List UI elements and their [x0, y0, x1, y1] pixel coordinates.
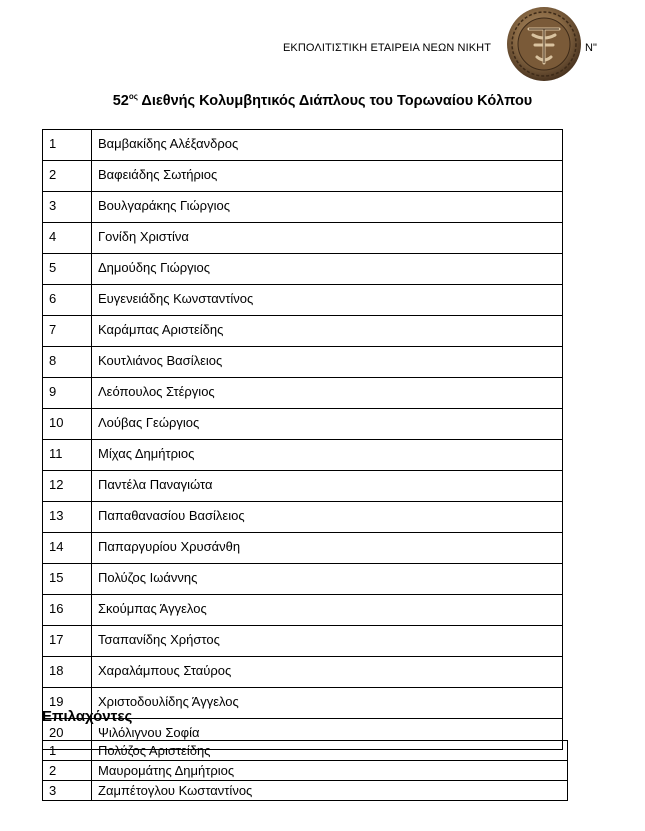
row-number: 19 [43, 688, 92, 719]
row-number: 3 [43, 192, 92, 223]
table-row [43, 378, 563, 409]
person-name: Τσαπανίδης Χρήστος [92, 626, 563, 657]
table-row [43, 657, 563, 688]
row-number: 9 [43, 378, 92, 409]
person-name: Πολύζος Ιωάννης [92, 564, 563, 595]
person-name: Κουτλιάνος Βασίλειος [92, 347, 563, 378]
alternates-heading: Επιλαχόντες [42, 708, 133, 725]
person-name: Ευγενειάδης Κωνσταντίνος [92, 285, 563, 316]
row-number: 4 [43, 223, 92, 254]
participants-table [42, 129, 563, 750]
person-name: Γονίδη Χριστίνα [92, 223, 563, 254]
table-row [43, 741, 568, 761]
person-name: Παπαργυρίου Χρυσάνθη [92, 533, 563, 564]
table-row [43, 533, 563, 564]
row-number: 15 [43, 564, 92, 595]
row-number: 16 [43, 595, 92, 626]
table-row [43, 223, 563, 254]
row-number: 2 [43, 161, 92, 192]
person-name: Σκούμπας Άγγελος [92, 595, 563, 626]
row-number: 20 [43, 719, 92, 750]
table-row [43, 564, 563, 595]
person-name: Λούβας Γεώργιος [92, 409, 563, 440]
person-name: Βουλγαράκης Γιώργιος [92, 192, 563, 223]
row-number: 13 [43, 502, 92, 533]
table-row [43, 347, 563, 378]
row-number: 3 [43, 781, 92, 801]
person-name: Λεόπουλος Στέργιος [92, 378, 563, 409]
row-number: 5 [43, 254, 92, 285]
row-number: 6 [43, 285, 92, 316]
table-row [43, 130, 563, 161]
table-row [43, 781, 568, 801]
table-row [43, 254, 563, 285]
person-name: Μίχας Δημήτριος [92, 440, 563, 471]
person-name: Χαραλάμπους Σταύρος [92, 657, 563, 688]
table-row [43, 285, 563, 316]
table-row [43, 626, 563, 657]
row-number: 18 [43, 657, 92, 688]
title-text: Διεθνής Κολυμβητικός Διάπλους του Τορωναίου Κόλπου [137, 93, 533, 109]
person-name: Βαφειάδης Σωτήριος [92, 161, 563, 192]
table-row [43, 761, 568, 781]
alternates-table [42, 740, 568, 801]
person-name: Παντέλα Παναγιώτα [92, 471, 563, 502]
person-name: Χριστοδουλίδης Άγγελος [92, 688, 563, 719]
table-row [43, 409, 563, 440]
person-name: Πολύζος Αριστείδης [92, 741, 568, 761]
row-number: 2 [43, 761, 92, 781]
person-name: Βαμβακίδης Αλέξανδρος [92, 130, 563, 161]
coin-seal-icon [505, 5, 583, 83]
person-name: Ζαμπέτογλου Κωσταντίνος [92, 781, 568, 801]
row-number: 10 [43, 409, 92, 440]
person-name: Καράμπας Αριστείδης [92, 316, 563, 347]
table-row [43, 440, 563, 471]
row-number: 7 [43, 316, 92, 347]
row-number: 12 [43, 471, 92, 502]
row-number: 11 [43, 440, 92, 471]
row-number: 14 [43, 533, 92, 564]
table-row [43, 595, 563, 626]
row-number: 1 [43, 741, 92, 761]
table-row [43, 192, 563, 223]
organization-header [283, 42, 598, 54]
table-row [43, 471, 563, 502]
row-number: 17 [43, 626, 92, 657]
person-name: Μαυρομάτης Δημήτριος [92, 761, 568, 781]
person-name: Ψιλόλιγνου Σοφία [92, 719, 563, 750]
person-name: Παπαθανασίου Βασίλειος [92, 502, 563, 533]
row-number: 8 [43, 347, 92, 378]
title-number: 52 [112, 93, 129, 109]
table-row [43, 316, 563, 347]
table-row [43, 502, 563, 533]
table-row [43, 161, 563, 192]
organization-name-tail: Ν" [585, 42, 598, 54]
title-ordinal-suffix: ος [128, 92, 138, 101]
organization-name: ΕΚΠΟΛΙΤΙΣΤΙΚΗ ΕΤΑΙΡΕΙΑ ΝΕΩΝ ΝΙΚΗΤ [283, 42, 492, 54]
person-name: Δημούδης Γιώργιος [92, 254, 563, 285]
document-title [0, 92, 645, 109]
row-number: 1 [43, 130, 92, 161]
